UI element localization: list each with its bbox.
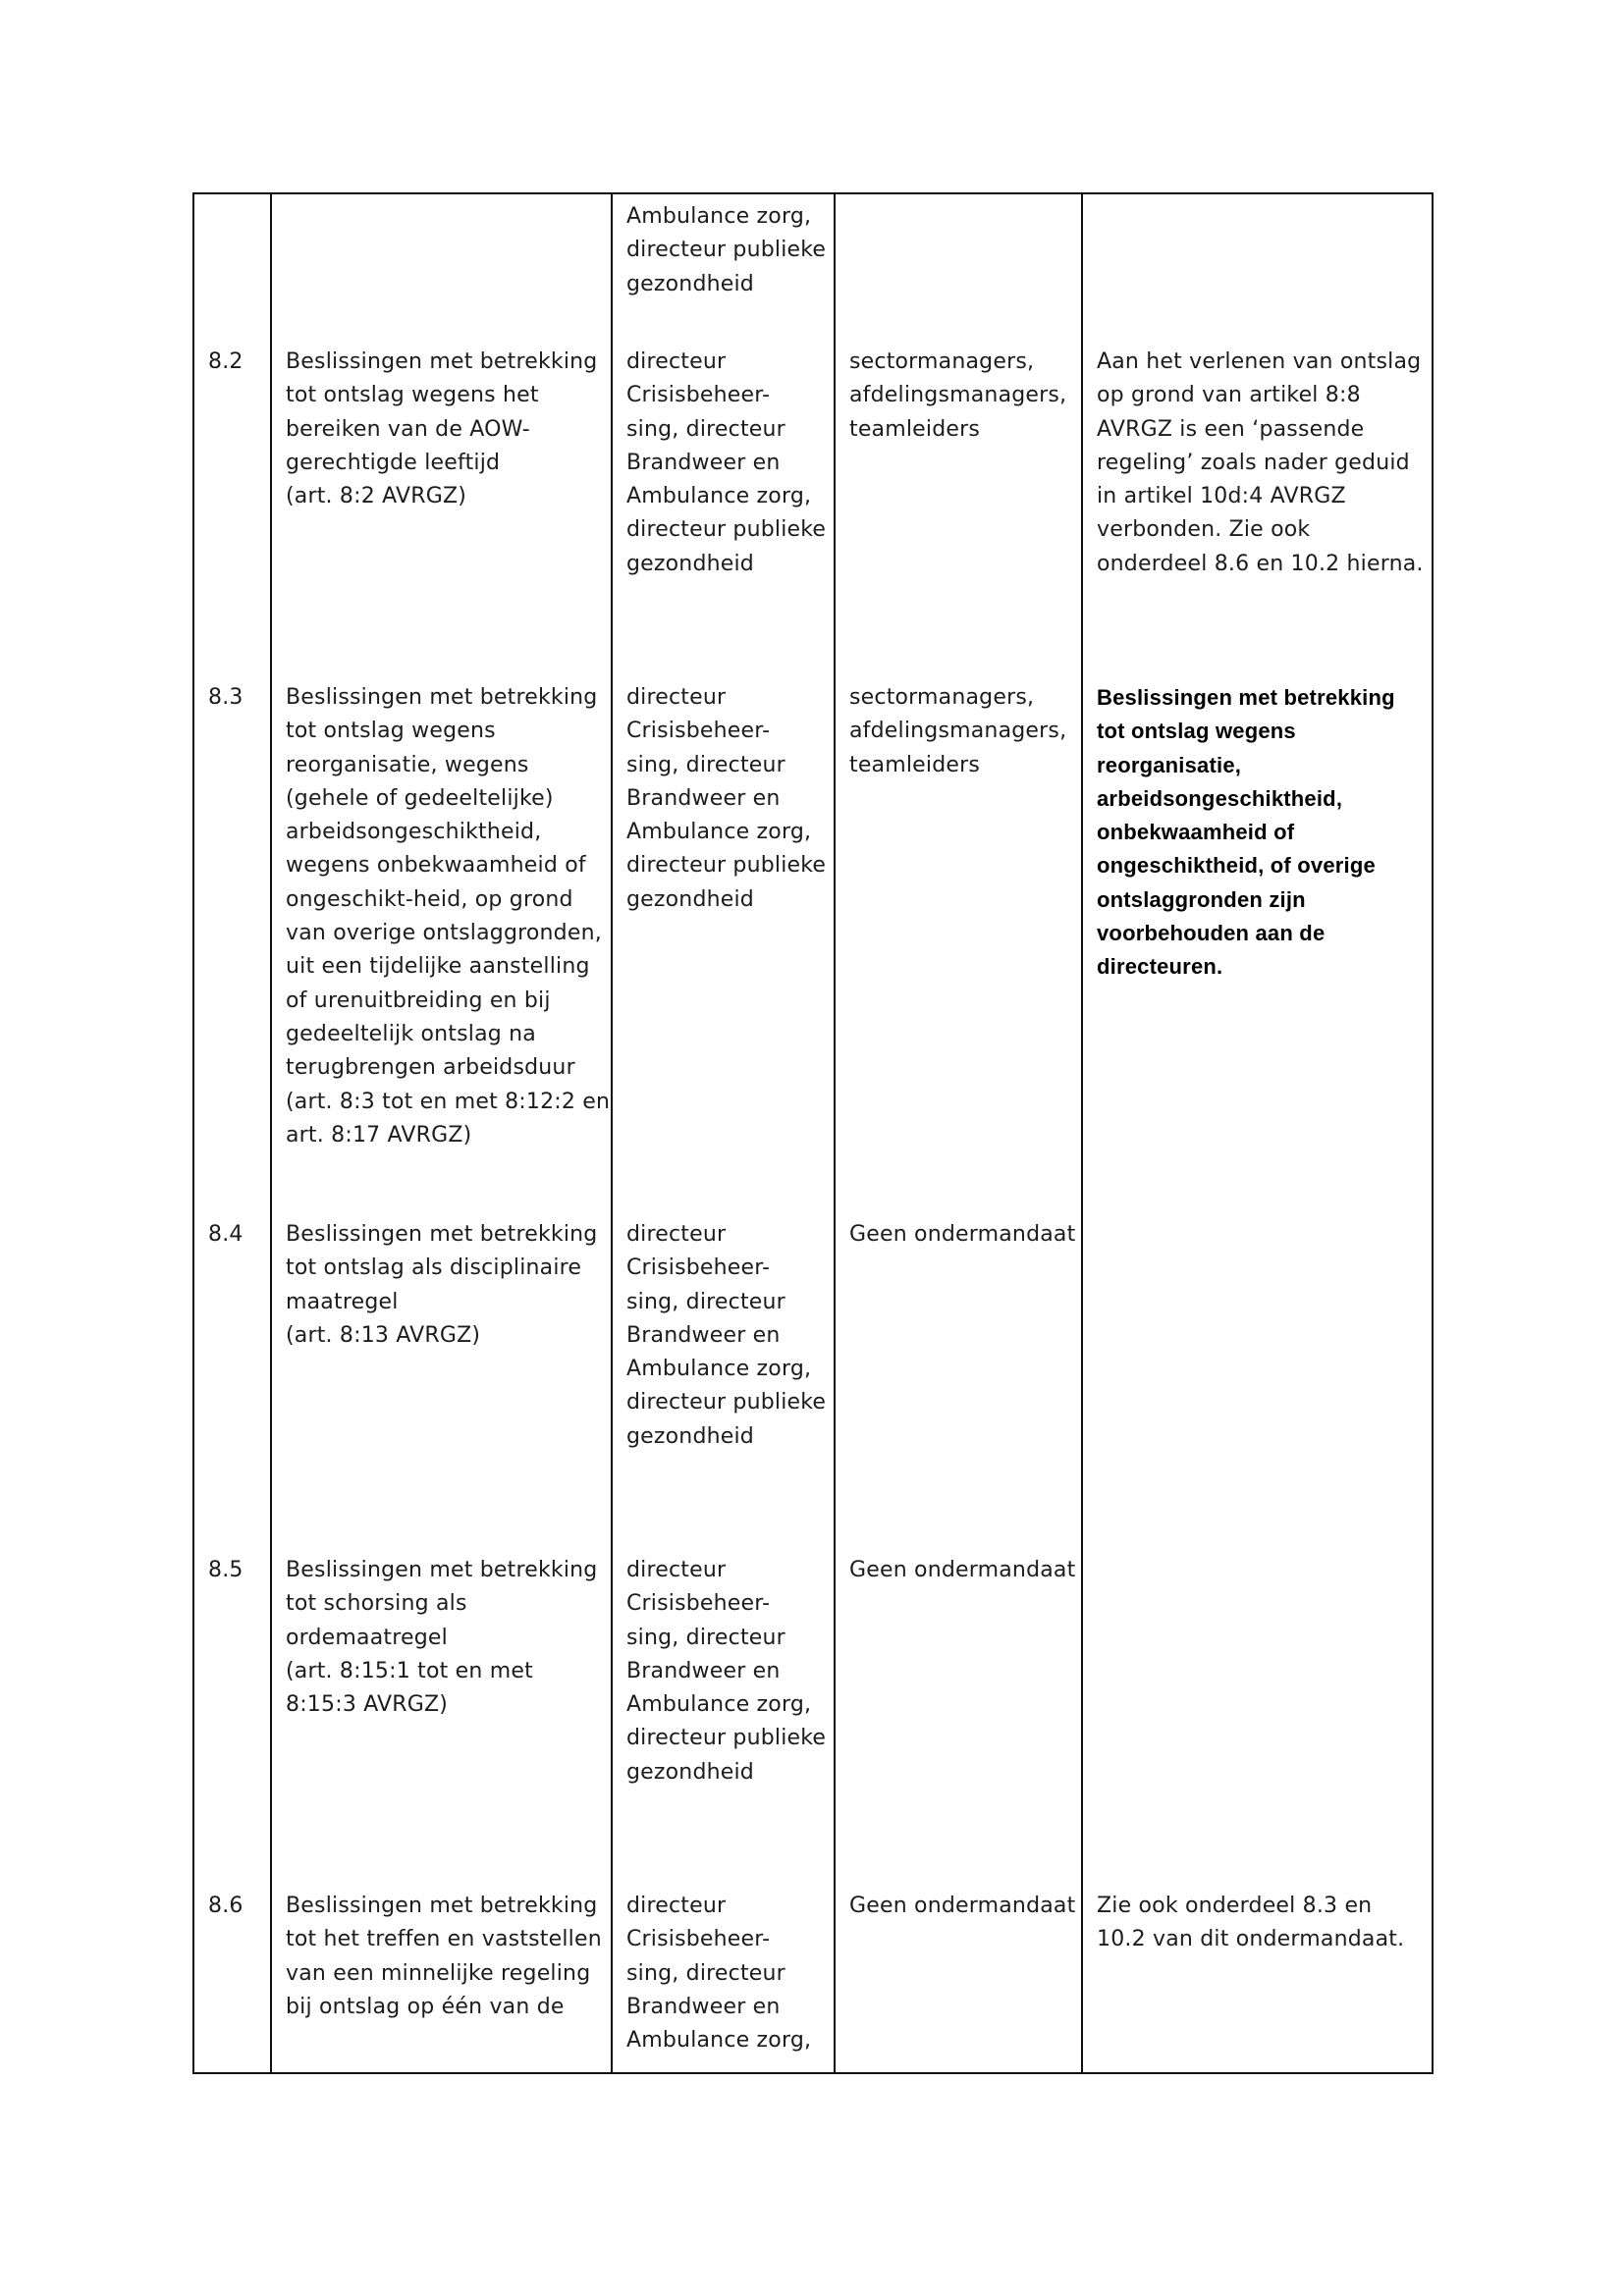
mandate-holder-cell [612,193,835,346]
mandate-holder-line: gezondheid [626,551,754,576]
submandate-line: Geen ondermandaat [849,1222,1076,1247]
mandate-table-body [193,193,1433,2073]
decision-description-line: Beslissingen met betrekking [286,685,598,710]
remark-cell [1082,1890,1433,2073]
mandate-holder-line: Brandweer en [626,785,781,811]
mandate-holder-line: gezondheid [626,886,754,912]
section-number-cell [193,681,271,1218]
decision-description-line: (art. 8:15:1 tot en met [286,1658,533,1683]
mandate-holder-line: Ambulance zorg, [626,1357,812,1382]
mandate-holder-line: sing, directeur [626,752,785,777]
remark-line: ontslaggronden zijn [1097,886,1306,912]
submandate-cell [835,346,1082,681]
table-row [193,193,1433,346]
mandate-holder-line: Ambulance zorg, [626,484,812,509]
remark-line: 10.2 van dit ondermandaat. [1097,1927,1405,1952]
mandate-holder-line: Ambulance zorg, [626,820,812,845]
decision-description-line: wegens onbekwaamheid of [286,853,586,879]
mandate-holder-line: gezondheid [626,271,754,296]
remark-line: regeling’ zoals nader geduid [1097,450,1410,475]
decision-description-cell [271,1890,612,2073]
remark-cell [1082,193,1433,346]
mandate-holder-line: directeur [626,1222,727,1247]
decision-description-line: 8:15:3 AVRGZ) [286,1692,449,1718]
mandate-holder-line: gezondheid [626,1423,754,1449]
mandate-holder-line: directeur publieke [626,1726,827,1751]
mandate-holder-line: sing, directeur [626,416,785,442]
table-row [193,1554,1433,1890]
mandate-holder-line: directeur [626,685,727,710]
section-number: 8.6 [208,1894,244,1918]
section-number: 8.3 [208,685,244,710]
remark-line: onderdeel 8.6 en 10.2 hierna. [1097,551,1424,576]
decision-description-line: tot ontslag wegens [286,719,496,744]
section-number-cell [193,1554,271,1890]
decision-description-line: bereiken van de AOW- [286,416,530,442]
decision-description-line: ordemaatregel [286,1625,448,1650]
section-number: 8.4 [208,1222,244,1247]
decision-description-line: (art. 8:2 AVRGZ) [286,484,467,509]
decision-description-line: (art. 8:3 tot en met 8:12:2 en [286,1089,611,1114]
submandate-cell [835,1218,1082,1554]
mandate-holder-line: sing, directeur [626,1289,785,1314]
section-number-cell [193,1890,271,2073]
mandate-holder-line: sing, directeur [626,1960,785,1986]
decision-description-line: Beslissingen met betrekking [286,1558,598,1582]
mandate-holder-line: Crisisbeheer- [626,1591,771,1617]
submandate-line: Geen ondermandaat [849,1558,1076,1582]
submandate-cell [835,681,1082,1218]
remark-line: AVRGZ is een ‘passende [1097,416,1365,442]
decision-description-line: uit een tijdelijke aanstelling [286,954,590,980]
decision-description-line: (art. 8:13 AVRGZ) [286,1322,481,1348]
mandate-holder-line: directeur publieke [626,853,827,879]
remark-line: Aan het verlenen van ontslag [1097,349,1422,374]
mandate-holder-line: directeur [626,349,727,374]
remark-cell [1082,1554,1433,1890]
remark-line: verbonden. Zie ook [1097,517,1311,543]
decision-description-line: tot ontslag wegens het [286,383,539,408]
section-number: 8.5 [208,1558,244,1582]
remark-line: arbeidsongeschiktheid, [1097,785,1343,811]
section-number-cell [193,346,271,681]
decision-description-line: maatregel [286,1289,399,1314]
decision-description-line: bij ontslag op één van de [286,1994,565,2019]
submandate-line: teamleiders [849,416,981,442]
mandate-holder-line: gezondheid [626,1759,754,1785]
submandate-line: Geen ondermandaat [849,1894,1076,1918]
mandate-holder-cell [612,681,835,1218]
decision-description-cell [271,193,612,346]
remark-cell [1082,681,1433,1218]
mandate-holder-line: directeur [626,1894,727,1918]
mandate-holder-line: Crisisbeheer- [626,1255,771,1281]
remark-line: Beslissingen met betrekking [1097,685,1395,710]
decision-description-line: gedeeltelijk ontslag na [286,1021,536,1046]
mandate-holder-line: Brandweer en [626,1322,781,1348]
decision-description-line: art. 8:17 AVRGZ) [286,1122,472,1148]
submandate-line: sectormanagers, [849,685,1035,710]
remark-line: directeuren. [1097,954,1223,980]
remark-line: reorganisatie, [1097,752,1242,777]
remark-line: voorbehouden aan de [1097,921,1326,946]
decision-description-line: arbeidsongeschiktheid, [286,820,542,845]
section-number-cell [193,193,271,346]
mandate-holder-cell [612,1554,835,1890]
mandate-holder-line: Crisisbeheer- [626,383,771,408]
mandate-holder-line: directeur [626,1558,727,1582]
remark-line: in artikel 10d:4 AVRGZ [1097,484,1346,509]
decision-description-line: tot ontslag als disciplinaire [286,1255,582,1281]
table-row [193,346,1433,681]
mandate-holder-cell [612,346,835,681]
remark-cell [1082,1218,1433,1554]
mandate-holder-line: directeur publieke [626,517,827,543]
section-number: 8.2 [208,349,244,374]
submandate-line: sectormanagers, [849,349,1035,374]
decision-description-line: tot het treffen en vaststellen [286,1927,602,1952]
mandate-holder-line: Ambulance zorg, [626,1692,812,1718]
decision-description-line: of urenuitbreiding en bij [286,988,551,1013]
decision-description-line: terugbrengen arbeidsduur [286,1055,575,1081]
submandate-line: teamleiders [849,752,981,777]
decision-description-line: ongeschikt-heid, op grond [286,886,573,912]
table-row [193,681,1433,1218]
decision-description-line: gerechtigde leeftijd [286,450,501,475]
remark-line: tot ontslag wegens [1097,719,1296,744]
mandate-holder-cell [612,1890,835,2073]
table-row [193,1890,1433,2073]
decision-description-line: reorganisatie, wegens [286,752,529,777]
mandate-holder-line: Brandweer en [626,1658,781,1683]
mandate-holder-line: directeur publieke [626,238,827,263]
remark-line: Zie ook onderdeel 8.3 en [1097,1894,1373,1918]
table-row [193,1218,1433,1554]
decision-description-line: van overige ontslaggronden, [286,921,602,946]
remark-line: ongeschiktheid, of overige [1097,853,1376,879]
mandate-holder-line: Brandweer en [626,1994,781,2019]
decision-description-line: Beslissingen met betrekking [286,349,598,374]
submandate-cell [835,193,1082,346]
submandate-cell [835,1554,1082,1890]
mandate-holder-line: Crisisbeheer- [626,719,771,744]
decision-description-cell [271,346,612,681]
mandate-holder-line: Ambulance zorg, [626,204,812,229]
mandate-holder-cell [612,1218,835,1554]
mandate-holder-line: directeur publieke [626,1390,827,1415]
mandate-holder-line: Ambulance zorg, [626,2028,812,2054]
submandate-line: afdelingsmanagers, [849,383,1067,408]
mandate-holder-line: sing, directeur [626,1625,785,1650]
remark-cell [1082,346,1433,681]
decision-description-line: Beslissingen met betrekking [286,1222,598,1247]
submandate-cell [835,1890,1082,2073]
mandate-holder-line: Crisisbeheer- [626,1927,771,1952]
decision-description-line: Beslissingen met betrekking [286,1894,598,1918]
decision-description-line: (gehele of gedeeltelijke) [286,785,554,811]
submandate-line: afdelingsmanagers, [849,719,1067,744]
decision-description-cell [271,681,612,1218]
mandate-table [192,192,1434,2074]
decision-description-line: van een minnelijke regeling [286,1960,591,1986]
decision-description-cell [271,1554,612,1890]
remark-line: op grond van artikel 8:8 [1097,383,1361,408]
section-number-cell [193,1218,271,1554]
decision-description-line: tot schorsing als [286,1591,467,1617]
decision-description-cell [271,1218,612,1554]
remark-line: onbekwaamheid of [1097,820,1295,845]
mandate-holder-line: Brandweer en [626,450,781,475]
